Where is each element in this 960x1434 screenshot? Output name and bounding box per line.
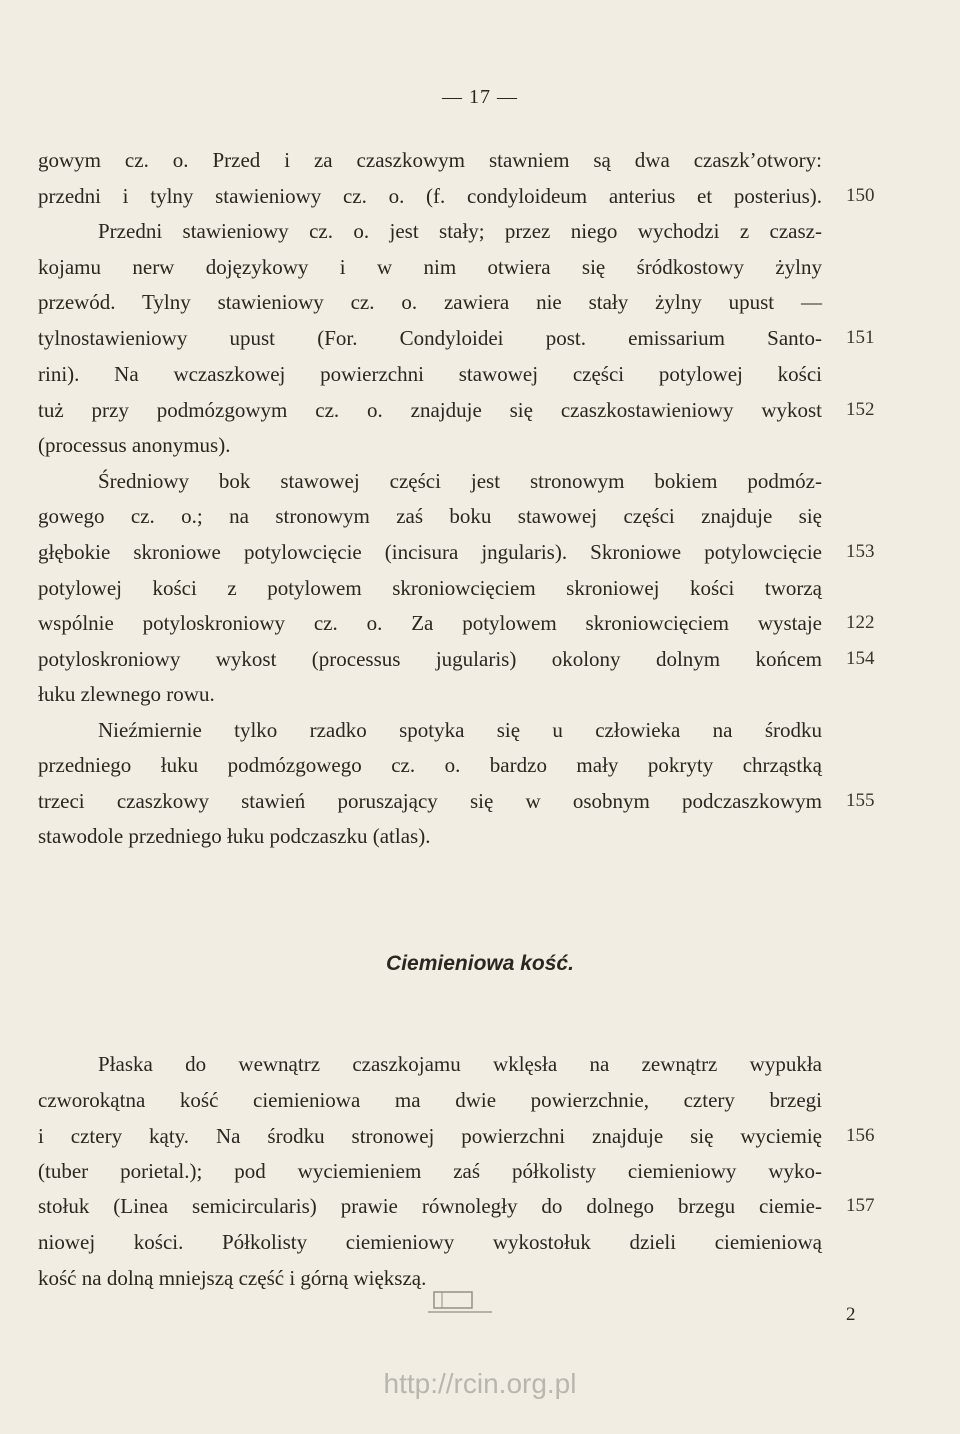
text-line: potylowej kości z potylowem skroniowcięciem skroniowej kości tworzą xyxy=(38,576,822,600)
text-line: tylnostawieniowy upust (For. Condyloidei post. emissarium Santo- xyxy=(38,326,822,350)
margin-number: 153 xyxy=(846,541,875,562)
margin-number: 122 xyxy=(846,612,875,633)
text-line: gowego cz. o.; na stronowym zaś boku stawowej części znajduje się xyxy=(38,504,822,528)
text-line: tuż przy podmózgowym cz. o. znajduje się czaszkostawieniowy wykost xyxy=(38,398,822,422)
text-line: i cztery kąty. Na środku stronowej powierzchni znajduje się wyciemię xyxy=(38,1124,822,1148)
text-line: Średniowy bok stawowej części jest stronowym bokiem podmóz- xyxy=(98,469,822,493)
text-line: przewód. Tylny stawieniowy cz. o. zawiera nie stały żylny upust — xyxy=(38,290,822,314)
text-line: przedniego łuku podmózgowego cz. o. bardzo mały pokryty chrząstką xyxy=(38,753,822,777)
margin-number: 156 xyxy=(846,1125,875,1146)
watermark: http://rcin.org.pl xyxy=(383,1368,577,1399)
text-line: niowej kości. Półkolisty ciemieniowy wykostołuk dzieli ciemieniową xyxy=(38,1230,822,1254)
margin-number: 155 xyxy=(846,790,875,811)
margin-number: 152 xyxy=(846,399,875,420)
text-line: stawodole przedniego łuku podczaszku (atlas). xyxy=(38,824,431,848)
margin-number: 150 xyxy=(846,185,875,206)
page-number: — 17 — xyxy=(442,86,518,108)
text-line: Płaska do wewnątrz czaszkojamu wklęsła na zewnątrz wypukła xyxy=(98,1052,822,1076)
text-line: łuku zlewnego rowu. xyxy=(38,682,215,706)
margin-number: 154 xyxy=(846,648,875,669)
text-line: gowym cz. o. Przed i za czaszkowym stawniem są dwa czaszk’otwory: xyxy=(38,148,822,172)
text-line: potyloskroniowy wykost (processus jugularis) okolony dolnym końcem xyxy=(38,647,822,671)
text-line: rini). Na wczaszkowej powierzchni stawowej części potylowej kości xyxy=(38,362,822,386)
text-line: stołuk (Linea semicircularis) prawie równoległy do dolnego brzegu ciemie- xyxy=(38,1194,822,1218)
text-line: przedni i tylny stawieniowy cz. o. (f. condyloideum anterius et posterius). xyxy=(38,184,822,208)
signature-mark: 2 xyxy=(846,1304,856,1325)
text-line: kość na dolną mniejszą część i górną większą. xyxy=(38,1266,427,1290)
text-line: wspólnie potyloskroniowy cz. o. Za potylowem skroniowcięciem wystaje xyxy=(38,611,822,635)
text-line: Przedni stawieniowy cz. o. jest stały; przez niego wychodzi z czasz- xyxy=(98,219,822,243)
text-line: (processus anonymus). xyxy=(38,433,231,457)
text-line: (tuber porietal.); pod wyciemieniem zaś półkolisty ciemieniowy wyko- xyxy=(38,1159,822,1183)
text-line: Nieźmiernie tylko rzadko spotyka się u człowieka na środku xyxy=(98,718,822,742)
margin-number: 151 xyxy=(846,327,875,348)
text-line: trzeci czaszkowy stawień poruszający się w osobnym podczaszkowym xyxy=(38,789,822,813)
text-line: głębokie skroniowe potylowcięcie (incisura jngularis). Skroniowe potylowcięcie xyxy=(38,540,822,564)
text-line: czworokątna kość ciemieniowa ma dwie powierzchnie, cztery brzegi xyxy=(38,1088,822,1112)
text-line: kojamu nerw dojęzykowy i w nim otwiera się śródkostowy żylny xyxy=(38,255,822,279)
library-stamp xyxy=(428,1288,492,1316)
section-heading: Ciemieniowa kość. xyxy=(386,952,574,975)
margin-number: 157 xyxy=(846,1195,875,1216)
